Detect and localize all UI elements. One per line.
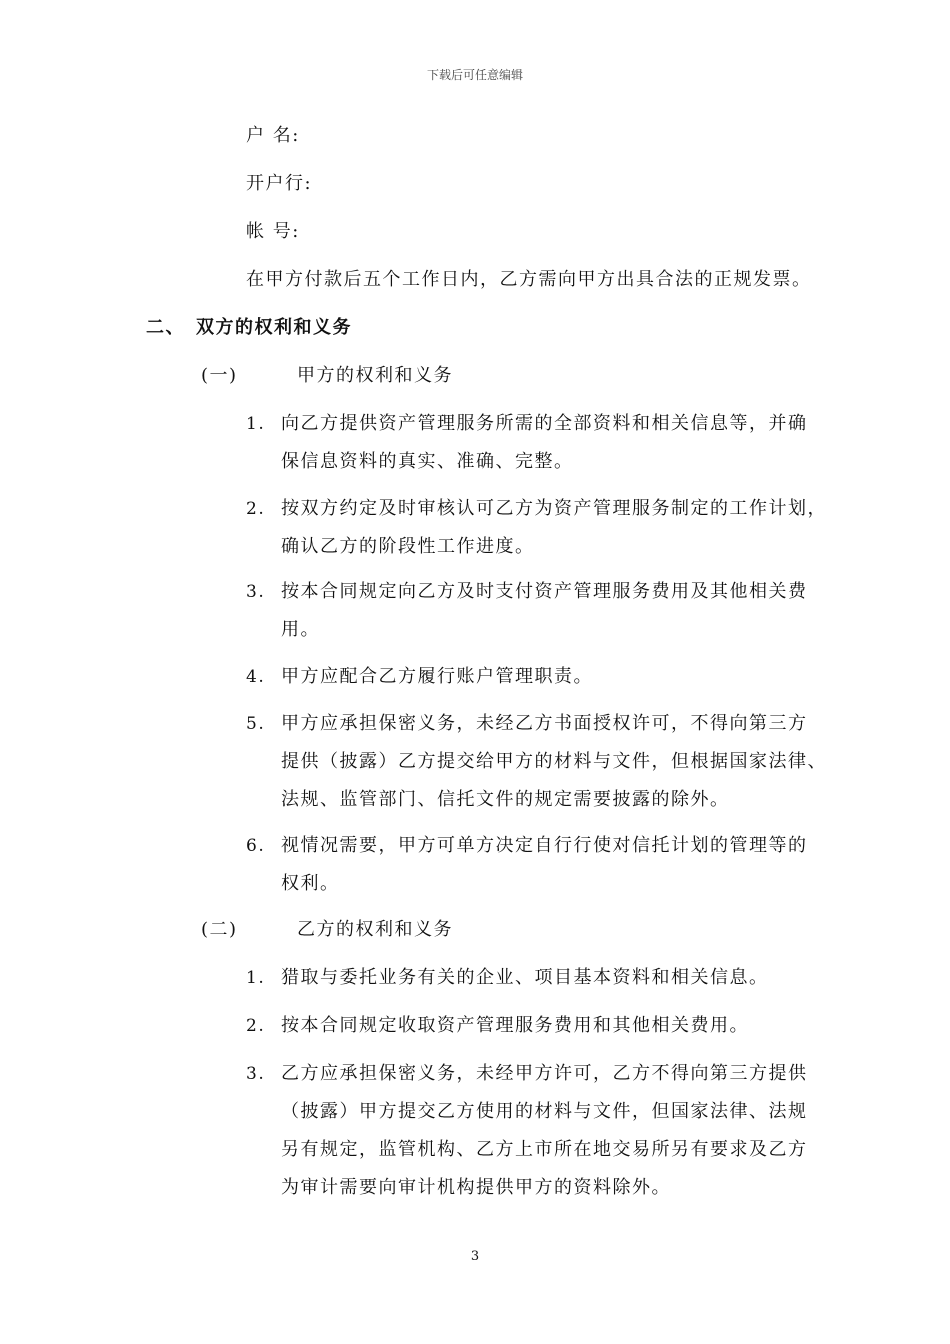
list-item-line: 按本合同规定向乙方及时支付资产管理服务费用及其他相关费 [281, 581, 808, 602]
list-item-line: 确认乙方的阶段性工作进度。 [281, 536, 535, 557]
list-item-line: 保信息资料的真实、准确、完整。 [281, 451, 574, 472]
list-item-line: 按双方约定及时审核认可乙方为资产管理服务制定的工作计划， [281, 498, 827, 519]
list-item-number: 2. [246, 1016, 266, 1036]
list-item-line: 为审计需要向审计机构提供甲方的资料除外。 [281, 1177, 671, 1198]
subsection-a-number: (一) [201, 365, 238, 386]
list-item-line: 用。 [281, 619, 320, 640]
list-item-line: 另有规定，监管机构、乙方上市所在地交易所另有要求及乙方 [281, 1139, 808, 1160]
list-item-number: 1. [246, 968, 266, 988]
subsection-b-title: 乙方的权利和义务 [297, 919, 453, 940]
section-number: 二、 [146, 317, 185, 338]
list-item-line: 甲方应配合乙方履行账户管理职责。 [281, 666, 593, 687]
list-item-number: 3. [246, 1064, 266, 1084]
list-item-number: 2. [246, 499, 266, 519]
account-name-label: 户 名: [246, 125, 300, 146]
list-item-number: 4. [246, 667, 266, 687]
page-number: 3 [470, 1249, 480, 1264]
bank-label: 开户行: [246, 173, 313, 194]
list-item-line: 猎取与委托业务有关的企业、项目基本资料和相关信息。 [281, 967, 769, 988]
list-item-number: 6. [246, 836, 266, 856]
list-item-line: 向乙方提供资产管理服务所需的全部资料和相关信息等，并确 [281, 413, 808, 434]
list-item-line: 视情况需要，甲方可单方决定自行行使对信托计划的管理等的 [281, 835, 808, 856]
list-item-line: 提供（披露）乙方提交给甲方的材料与文件，但根据国家法律、 [281, 751, 827, 772]
subsection-b-number: (二) [201, 919, 238, 940]
account-number-label: 帐 号: [246, 221, 300, 242]
list-item-number: 1. [246, 414, 266, 434]
list-item-line: 权利。 [281, 873, 340, 894]
list-item-line: （披露）甲方提交乙方使用的材料与文件，但国家法律、法规 [281, 1101, 808, 1122]
subsection-a-title: 甲方的权利和义务 [297, 365, 453, 386]
list-item-line: 甲方应承担保密义务，未经乙方书面授权许可，不得向第三方 [281, 713, 808, 734]
list-item-line: 法规、监管部门、信托文件的规定需要披露的除外。 [281, 789, 730, 810]
list-item-number: 3. [246, 582, 266, 602]
list-item-line: 乙方应承担保密义务，未经甲方许可，乙方不得向第三方提供 [281, 1063, 808, 1084]
invoice-clause: 在甲方付款后五个工作日内，乙方需向甲方出具合法的正规发票。 [246, 269, 812, 290]
list-item-number: 5. [246, 714, 266, 734]
page-header: 下载后可任意编辑 [426, 68, 523, 82]
list-item-line: 按本合同规定收取资产管理服务费用和其他相关费用。 [281, 1015, 749, 1036]
section-title: 双方的权利和义务 [196, 317, 352, 338]
